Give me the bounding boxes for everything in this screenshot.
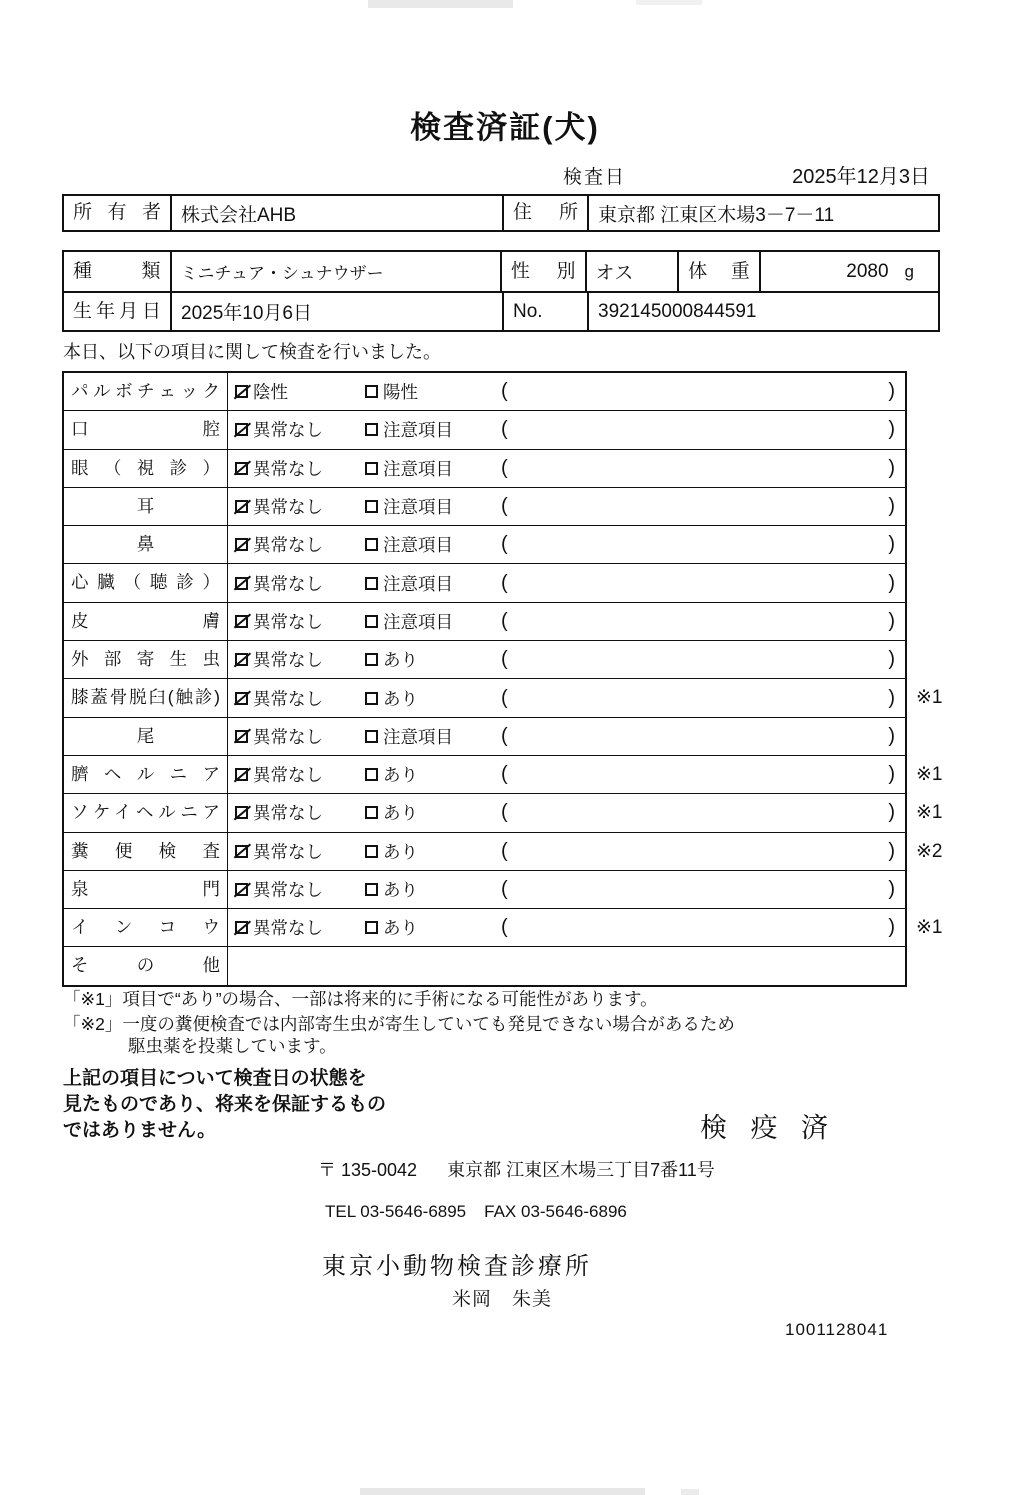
address-label: 住所 [513,202,578,223]
checkbox-checked-icon [235,806,248,819]
option-label: 異常なし [253,458,323,479]
paren-open: ( [501,724,508,747]
address-cell: 東京都 江東区木場3－7－11 [587,196,938,230]
option-label: 注意項目 [383,726,453,747]
checklist-row-nose [64,526,905,564]
disclaimer-line-2: 見たものであり、将来を保証するもの [63,1094,387,1115]
checkbox-checked-icon [235,462,248,475]
animal-row-2 [64,291,938,330]
option-label: 異常なし [253,726,323,747]
option-unchecked [365,379,501,404]
checkbox-unchecked-icon [365,768,378,781]
fax-number: FAX 03-5646-6896 [484,1202,627,1221]
paren-close: ) [888,456,895,479]
option-checked [235,877,365,902]
paren-open: ( [501,380,508,403]
row-content [228,679,905,716]
row-content [228,871,905,908]
option-unchecked [365,609,501,634]
option-label: 異常なし [253,420,323,441]
option-label: あり [383,688,418,709]
footnote-2: 「※2」一度の糞便検査では内部寄生虫が寄生していても発見できない場合があるため [63,1014,735,1034]
item-label: 口腔 [64,411,228,448]
checkbox-checked-icon [235,883,248,896]
checklist-row-other [64,947,905,984]
checkbox-checked-icon [235,423,248,436]
postal-code: 〒 135-0042 [318,1160,418,1180]
row-note: ※1 [916,763,943,785]
option-unchecked [365,456,501,481]
checklist-row-fontanelle [64,871,905,909]
paren-close: ) [888,571,895,594]
birthdate-label: 生年月日 [73,300,161,322]
option-label: 異常なし [253,688,323,709]
checkbox-unchecked-icon [365,577,378,590]
footnote-2-cont: 駆虫薬を投薬しています。 [128,1036,337,1056]
row-content [228,718,905,755]
remarks-field [501,457,905,480]
option-unchecked [365,571,501,596]
row-content [228,909,905,946]
option-checked [235,417,365,442]
option-label: あり [383,841,418,862]
option-label: あり [383,650,418,671]
remarks-field [501,648,905,671]
option-unchecked [365,839,501,864]
option-unchecked [365,724,501,749]
breed-label: 種類 [73,260,161,282]
checklist-row-heart [64,564,905,602]
option-checked [235,532,365,557]
checkbox-checked-icon [235,500,248,513]
item-label: その他 [64,947,228,984]
checklist-table [62,371,943,987]
checkbox-unchecked-icon [365,730,378,743]
row-content [228,947,905,984]
option-label: 陰性 [253,382,288,403]
checkbox-unchecked-icon [365,883,378,896]
option-label: 異常なし [253,497,323,518]
remarks-field [501,572,905,595]
option-unchecked [365,532,501,557]
weight-label-cell [677,252,759,291]
paren-close: ) [888,495,895,518]
option-checked [235,571,365,596]
sex-label-cell [500,252,585,291]
checklist-row-inkou [64,909,943,947]
item-label: 鼻 [64,526,228,563]
checkbox-unchecked-icon [365,462,378,475]
option-label: 異常なし [253,880,323,900]
option-label: 異常なし [253,803,323,824]
checkbox-unchecked-icon [365,385,378,398]
item-label: 外部寄生虫 [64,641,228,678]
option-label: 異常なし [253,765,323,786]
checkbox-unchecked-icon [365,538,378,551]
sex-cell: オス [585,252,678,291]
row-content [228,488,905,525]
option-label: 異常なし [253,918,323,939]
paren-close: ) [888,916,895,939]
remarks-field [501,916,905,939]
row-content [228,373,905,410]
owner-name-cell: 株式会社AHB [170,196,502,230]
option-label: 注意項目 [383,573,453,594]
remarks-field [501,380,905,403]
option-unchecked [365,762,501,787]
paren-close: ) [888,380,895,403]
paren-close: ) [888,686,895,709]
paren-open: ( [501,495,508,518]
remarks-field [501,763,905,786]
birthdate-cell: 2025年10月6日 [170,293,502,330]
checklist-row-parasites [64,641,905,679]
address-label-cell [502,196,587,230]
paren-open: ( [501,801,508,824]
checkbox-unchecked-icon [365,845,378,858]
item-label: 臍ヘルニア [64,756,228,793]
option-checked [235,494,365,519]
quarantine-stamp: 検 疫 済 [700,1113,837,1143]
item-label: 心臓（聴診） [64,564,228,601]
row-content [228,794,905,831]
option-label: あり [383,765,418,786]
checkbox-checked-icon [235,768,248,781]
option-label: 異常なし [253,650,323,671]
inspection-date-value: 2025年12月3日 [792,166,930,188]
checklist-row-tail [64,718,905,756]
option-checked [235,762,365,787]
page-title: 検査済証(犬) [410,110,600,145]
row-content [228,833,905,870]
breed-cell: ミニチュア・シュナウザー [170,252,500,291]
checklist-row-inguinal-hernia [64,794,943,832]
paren-open: ( [501,456,508,479]
checkbox-unchecked-icon [365,423,378,436]
document-serial-number: 1001128041 [785,1320,889,1339]
birthdate-label-cell [64,293,170,330]
option-label: 注意項目 [383,458,453,479]
row-content [228,411,905,448]
tel-number: TEL 03-5646-6895 [325,1202,467,1221]
option-label: 異常なし [253,611,323,632]
paren-open: ( [501,648,508,671]
option-label: 陽性 [383,382,418,403]
option-label: 注意項目 [383,497,453,518]
checkbox-unchecked-icon [365,806,378,819]
animal-table [62,250,940,332]
remarks-field [501,610,905,633]
checkbox-checked-icon [235,653,248,666]
inspection-date-label: 検査日 [563,167,627,188]
item-label: インコウ [64,909,228,946]
checkbox-checked-icon [235,845,248,858]
checkbox-checked-icon [235,692,248,705]
item-label: 膝蓋骨脱臼(触診) [64,679,228,716]
remarks-field [501,801,905,824]
clinic-address: 東京都 江東区木場三丁目7番11号 [447,1160,715,1180]
option-unchecked [365,877,501,902]
scan-artifact [636,0,702,5]
checklist-row-mouth [64,411,905,449]
row-content [228,641,905,678]
remarks-field [501,533,905,556]
paren-close: ) [888,724,895,747]
option-label: あり [383,918,418,939]
row-content [228,603,905,640]
checkbox-checked-icon [235,921,248,934]
checkbox-unchecked-icon [365,500,378,513]
option-checked [235,456,365,481]
no-label-cell: No. [502,293,587,330]
disclaimer-line-1: 上記の項目について検査日の状態を [63,1068,367,1089]
option-checked [235,379,365,404]
row-note: ※1 [916,802,943,824]
owner-row [64,196,938,230]
item-label: 皮膚 [64,603,228,640]
breed-label-cell [64,252,170,291]
remarks-field [501,495,905,518]
paren-open: ( [501,916,508,939]
checklist-row-patella [64,679,943,717]
animal-row-1 [64,252,938,291]
paren-close: ) [888,801,895,824]
checkbox-unchecked-icon [365,692,378,705]
paren-open: ( [501,686,508,709]
intro-text: 本日、以下の項目に関して検査を行いました。 [63,342,441,362]
item-label: 眼（視診） [64,450,228,487]
option-checked [235,686,365,711]
row-content [228,564,905,601]
remarks-field [501,687,905,710]
option-unchecked [365,686,501,711]
checkbox-unchecked-icon [365,653,378,666]
row-note: ※1 [916,917,943,939]
remarks-field [501,878,905,901]
paren-close: ) [888,878,895,900]
checkbox-checked-icon [235,615,248,628]
paren-open: ( [501,571,508,594]
clinic-address-line [318,1156,715,1182]
option-checked [235,915,365,940]
disclaimer-text [63,1066,386,1144]
weight-unit: g [904,261,915,281]
checklist-row-eyes [64,450,905,488]
remarks-field [501,725,905,748]
paren-open: ( [501,763,508,786]
item-label: 糞便検査 [64,833,228,870]
paren-open: ( [501,533,508,556]
scan-artifact [360,1488,645,1495]
option-unchecked [365,647,501,672]
option-label: 注意項目 [383,535,453,556]
option-label: あり [383,803,418,824]
option-label: あり [383,880,418,900]
paren-close: ) [888,839,895,862]
owner-label: 所有者 [73,202,161,223]
option-label: 注意項目 [383,611,453,632]
paren-close: ) [888,533,895,556]
clinic-name: 東京小動物検査診療所 [322,1253,592,1280]
item-label: ソケイヘルニア [64,794,228,831]
option-checked [235,609,365,634]
option-checked [235,724,365,749]
checklist-row-ears [64,488,905,526]
veterinarian-name: 米岡 朱美 [452,1289,553,1310]
row-note: ※2 [916,840,943,862]
checklist-row-umbilical-hernia [64,756,943,794]
item-label: パルボチェック [64,373,228,410]
disclaimer-line-3: ではありません。 [63,1120,217,1141]
paren-close: ) [888,763,895,786]
paren-close: ) [888,418,895,441]
footnote-1: 「※1」項目で“あり”の場合、一部は将来的に手術になる可能性があります。 [63,989,658,1009]
owner-label-cell [64,196,170,230]
clinic-phone-line [325,1202,627,1222]
remarks-field [501,418,905,441]
checklist-row-fecal-exam [64,833,943,871]
option-label: 異常なし [253,841,323,862]
option-label: 異常なし [253,535,323,556]
checkbox-checked-icon [235,538,248,551]
option-unchecked [365,494,501,519]
row-content [228,756,905,793]
item-label: 尾 [64,718,228,755]
row-content [228,450,905,487]
item-label: 泉門 [64,871,228,908]
weight-value: 2080 [846,260,889,282]
no-cell: 392145000844591 [587,293,938,330]
remarks-field [501,840,905,863]
option-checked [235,800,365,825]
checkbox-checked-icon [235,385,248,398]
weight-cell [759,252,938,291]
checkbox-checked-icon [235,577,248,590]
item-label: 耳 [64,488,228,525]
scan-artifact [681,1489,699,1495]
sex-label: 性別 [510,260,576,282]
weight-label: 体重 [688,260,750,282]
option-unchecked [365,417,501,442]
option-unchecked [365,915,501,940]
owner-table [62,194,940,232]
checklist-row-parvo [64,373,905,411]
paren-open: ( [501,418,508,441]
paren-close: ) [888,609,895,632]
option-label: 異常なし [253,573,323,594]
paren-open: ( [501,609,508,632]
option-checked [235,839,365,864]
row-note: ※1 [916,687,943,709]
option-label: 注意項目 [383,420,453,441]
scan-artifact [368,0,513,8]
checkbox-unchecked-icon [365,921,378,934]
paren-open: ( [501,878,508,900]
row-content [228,526,905,563]
option-unchecked [365,800,501,825]
checklist-row-skin [64,603,905,641]
checkbox-checked-icon [235,730,248,743]
paren-close: ) [888,648,895,671]
option-checked [235,647,365,672]
paren-open: ( [501,839,508,862]
checkbox-unchecked-icon [365,615,378,628]
